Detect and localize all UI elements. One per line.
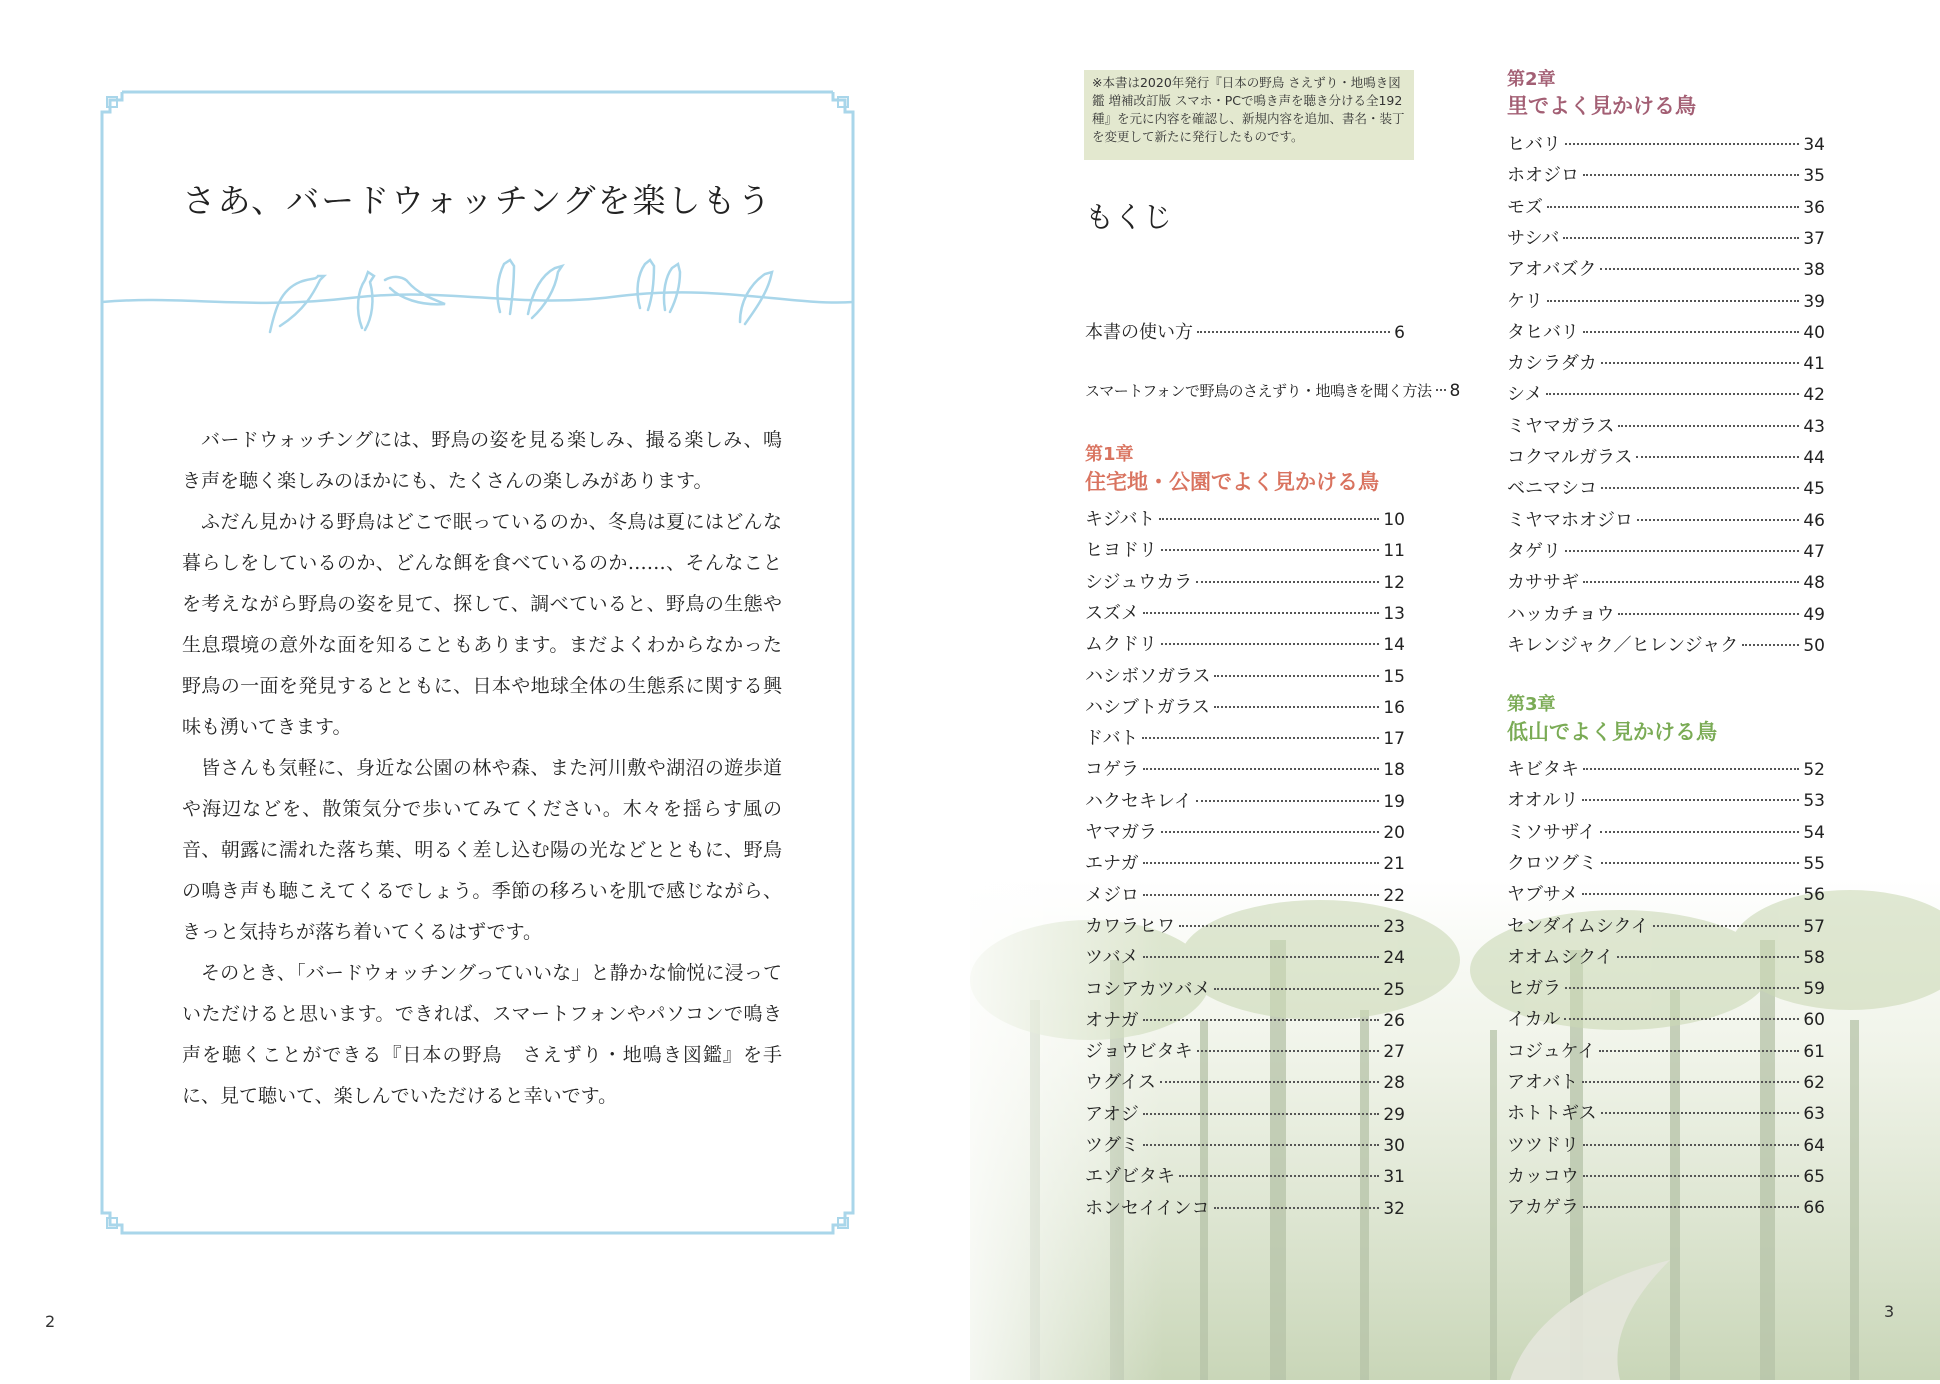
leader-dots (1160, 1081, 1379, 1083)
toc-entry-label: ヒヨドリ (1085, 540, 1157, 562)
leader-dots (1161, 643, 1379, 645)
toc-entry[interactable] (1085, 1068, 1405, 1092)
toc-entry[interactable] (1507, 1068, 1825, 1092)
toc-entry-page: 31 (1383, 1167, 1405, 1188)
toc-entry[interactable] (1507, 537, 1825, 561)
toc-entry[interactable] (1507, 224, 1825, 248)
toc-entry[interactable] (1507, 880, 1825, 904)
toc-entry-label: カワラヒワ (1085, 915, 1175, 937)
toc-entry-page: 56 (1803, 885, 1825, 906)
toc-entry-page: 13 (1383, 603, 1405, 624)
toc-entry[interactable] (1507, 755, 1825, 779)
toc-entry-label: オオルリ (1507, 790, 1579, 812)
toc-entry-label: カッコウ (1507, 1165, 1579, 1187)
toc-entry[interactable] (1507, 412, 1825, 436)
toc-entry-label: ムクドリ (1085, 634, 1157, 656)
leader-dots (1600, 831, 1800, 833)
leader-dots (1547, 206, 1799, 208)
leader-dots (1436, 389, 1446, 391)
toc-entry-page: 52 (1803, 760, 1825, 780)
toc-entry-page: 64 (1803, 1135, 1825, 1156)
toc-entry-page: 34 (1803, 135, 1825, 155)
toc-entry-page: 44 (1803, 448, 1825, 468)
toc-entry-page: 10 (1383, 510, 1405, 530)
chapter-1-label: 第1章 (1085, 444, 1134, 465)
toc-entry[interactable] (1085, 599, 1405, 623)
toc-entry-page: 36 (1803, 197, 1825, 218)
toc-entry-page: 65 (1803, 1166, 1825, 1187)
toc-entry[interactable] (1507, 193, 1825, 217)
toc-entry[interactable] (1085, 568, 1405, 592)
chapter-2-label: 第2章 (1507, 69, 1556, 90)
toc-entry-page: 62 (1803, 1073, 1825, 1093)
toc-entry-label: シメ (1507, 384, 1543, 406)
toc-entry-label: シジュウカラ (1085, 571, 1193, 593)
toc-entry-page: 25 (1383, 979, 1405, 1000)
toc-entry-label: エゾビタキ (1085, 1166, 1175, 1188)
leader-dots (1617, 956, 1799, 958)
toc-entry[interactable] (1085, 1037, 1405, 1061)
toc-entry[interactable] (1085, 1006, 1405, 1030)
chapter-1-title: 住宅地・公園でよく見かける鳥 (1085, 470, 1379, 494)
leader-dots (1583, 1144, 1799, 1146)
leader-dots (1601, 1112, 1800, 1114)
toc-entry-page: 37 (1803, 228, 1825, 249)
toc-entry-page: 38 (1803, 260, 1825, 281)
toc-entry-label: ドバト (1085, 728, 1139, 750)
toc-entry-page: 28 (1383, 1073, 1405, 1094)
toc-entry[interactable] (1085, 380, 1461, 404)
toc-entry-page: 6 (1394, 323, 1405, 343)
leader-dots (1197, 1050, 1380, 1052)
leader-dots (1583, 581, 1799, 583)
toc-entry-page: 12 (1383, 572, 1405, 593)
leader-dots (1214, 706, 1379, 708)
toc-entry[interactable] (1507, 818, 1825, 842)
toc-entry-page: 27 (1383, 1042, 1405, 1063)
leader-dots (1583, 331, 1799, 333)
toc-entry-page: 49 (1803, 604, 1825, 625)
toc-entry-label: キレンジャク／ヒレンジャク (1507, 634, 1739, 656)
toc-entry[interactable] (1085, 787, 1405, 811)
toc-entry-label: カシラダカ (1507, 353, 1597, 375)
toc-entry-page: 20 (1383, 823, 1405, 843)
toc-entry-label: カササギ (1507, 572, 1579, 594)
leader-dots (1214, 988, 1379, 990)
leader-dots (1142, 737, 1379, 739)
toc-entry-page: 46 (1803, 510, 1825, 531)
toc-entry[interactable] (1507, 318, 1825, 342)
chapter-2-title: 里でよく見かける鳥 (1507, 94, 1696, 118)
leader-dots (1161, 831, 1379, 833)
toc-entry[interactable] (1507, 349, 1825, 373)
toc-entry[interactable] (1507, 255, 1825, 279)
toc-entry[interactable] (1507, 287, 1825, 311)
leader-dots (1618, 425, 1799, 427)
toc-entry-page: 59 (1803, 979, 1825, 1000)
toc-entry-page: 24 (1383, 948, 1405, 969)
toc-entry-label: ホトトギス (1507, 1103, 1597, 1125)
toc-entry-page: 19 (1383, 791, 1405, 812)
leader-dots (1601, 487, 1799, 489)
leader-dots (1565, 550, 1799, 552)
toc-entry[interactable] (1507, 474, 1825, 498)
toc-entry-page: 22 (1383, 885, 1405, 906)
toc-entry[interactable] (1085, 1194, 1405, 1218)
toc-entry-page: 55 (1803, 853, 1825, 874)
toc-entry-label: ウグイス (1085, 1072, 1156, 1094)
leader-dots (1618, 613, 1799, 615)
toc-entry-label: スマートフォンで野鳥のさえずり・地鳴きを聞く方法 (1085, 382, 1432, 400)
leader-dots (1583, 1175, 1800, 1177)
toc-entry-page: 48 (1803, 573, 1825, 594)
toc-entry-page: 35 (1803, 166, 1825, 187)
leader-dots (1565, 987, 1799, 989)
toc-entry-page: 23 (1383, 916, 1405, 937)
toc-entry-page: 58 (1803, 947, 1825, 968)
toc-entry-label: サシバ (1507, 227, 1560, 249)
toc-entry-page: 39 (1803, 291, 1825, 312)
toc-entry[interactable] (1507, 912, 1825, 936)
leader-dots (1179, 1175, 1379, 1177)
toc-entry[interactable] (1085, 662, 1405, 686)
toc-entry-page: 45 (1803, 479, 1825, 500)
toc-entry[interactable] (1507, 161, 1825, 185)
toc-entry-label: ツグミ (1085, 1135, 1139, 1156)
leader-dots (1214, 675, 1379, 677)
leader-dots (1601, 362, 1800, 364)
toc-entry-page: 16 (1383, 697, 1405, 718)
leader-dots (1214, 1207, 1380, 1209)
leader-dots (1583, 768, 1799, 770)
leader-dots (1196, 581, 1379, 583)
toc-entry[interactable] (1085, 1131, 1405, 1155)
intro-text (182, 420, 782, 1117)
toc-entry[interactable] (1085, 630, 1405, 654)
toc-entry[interactable] (1085, 693, 1405, 717)
toc-entry[interactable] (1507, 631, 1825, 655)
toc-entry-label: コシアカツバメ (1085, 978, 1211, 1000)
toc-entry[interactable] (1507, 600, 1825, 624)
toc-entry[interactable] (1085, 912, 1405, 936)
toc-entry[interactable] (1507, 1099, 1825, 1123)
leader-dots (1547, 300, 1799, 302)
leader-dots (1143, 768, 1379, 770)
toc-entry-label: ハクセキレイ (1085, 790, 1192, 812)
toc-entry-page: 40 (1803, 322, 1825, 343)
toc-entry-page: 32 (1383, 1198, 1405, 1219)
paragraph: ふだん見かける野鳥はどこで眠っているのか、冬鳥は夏にはどんな暮らしをしているのか、どんな餌を食べているのか……、そんなことを考えながら野鳥の姿を見て、探して、調べていると、野鳥の生態や生息環境の意外な面を知ることもあります。まだよくわからなかった野鳥の一面を発見するとともに、日本や地球全体の生態系に関する興味も湧いてきます。 (182, 511, 782, 738)
publication-notice: ※本書は2020年発行『日本の野鳥 さえずり・地鳴き図鑑 増補改訂版 スマホ・PCで鳴き声を聴き分ける全192種』を元に内容を確認し、新規内容を追加、書名・装丁を変更して新たに発行したものです。 (1084, 70, 1414, 160)
toc-entry[interactable] (1507, 786, 1825, 810)
toc-entry-page: 14 (1383, 635, 1405, 656)
toc-entry-label: ケリ (1507, 290, 1543, 312)
toc-entry-label: タゲリ (1507, 540, 1561, 562)
toc-entry[interactable] (1507, 1131, 1825, 1155)
toc-entry-label: センダイムシクイ (1507, 915, 1649, 937)
leader-dots (1582, 893, 1799, 895)
toc-entry-label: メジロ (1085, 884, 1139, 906)
toc-entry-label: タヒバリ (1507, 321, 1579, 343)
toc-entry-label: コクマルガラス (1507, 447, 1633, 468)
toc-entry-label: コゲラ (1085, 759, 1139, 781)
toc-entry-label: アカゲラ (1507, 1197, 1579, 1219)
leader-dots (1582, 1081, 1799, 1083)
toc-entry-label: ヤブサメ (1507, 884, 1579, 906)
leader-dots (1179, 925, 1379, 927)
toc-entry[interactable] (1085, 755, 1405, 779)
toc-entry[interactable] (1085, 536, 1405, 560)
toc-entry-label: キジバト (1085, 509, 1156, 530)
toc-entry-page: 60 (1803, 1010, 1825, 1031)
toc-entry-label: モズ (1507, 196, 1543, 218)
toc-entry[interactable] (1085, 975, 1405, 999)
chapter-3-title: 低山でよく見かける鳥 (1507, 720, 1717, 744)
chapter-3-label: 第3章 (1507, 694, 1556, 715)
leader-dots (1143, 1144, 1380, 1146)
toc-entry[interactable] (1507, 506, 1825, 530)
toc-entry-page: 57 (1803, 916, 1825, 937)
toc-entry-page: 29 (1383, 1104, 1405, 1125)
leader-dots (1564, 1018, 1799, 1020)
toc-entry[interactable] (1507, 568, 1825, 592)
toc-entry[interactable] (1507, 1037, 1825, 1061)
toc-entry-label: キビタキ (1507, 759, 1579, 780)
toc-entry[interactable] (1507, 943, 1825, 967)
toc-entry-label: ヒバリ (1507, 134, 1561, 155)
toc-entry-label: アオバト (1507, 1072, 1579, 1093)
birds-on-wire-illustration (100, 250, 855, 344)
leader-dots (1583, 1206, 1800, 1208)
leader-dots (1637, 519, 1799, 521)
leader-dots (1161, 549, 1379, 551)
paragraph: そのとき、「バードウォッチングっていいな」と静かな愉悦に浸っていただけると思います。できれば、スマートフォンやパソコンで鳴き声を聴くことができる『日本の野鳥 さえずり・地鳴き図鑑』を手に、見て聴いて、楽しんでいただけると幸いです。 (182, 962, 782, 1107)
toc-entry-label: ハッカチョウ (1507, 603, 1615, 625)
toc-entry-label: エナガ (1085, 853, 1139, 875)
toc-entry-page: 53 (1803, 791, 1825, 812)
leader-dots (1636, 456, 1799, 458)
toc-entry-page: 50 (1803, 635, 1825, 656)
leader-dots (1159, 518, 1379, 520)
toc-entry-page: 63 (1803, 1104, 1825, 1125)
toc-entry-label: ミヤマガラス (1507, 415, 1615, 437)
paragraph: バードウォッチングには、野鳥の姿を見る楽しみ、撮る楽しみ、鳴き声を聴く楽しみのほかにも、たくさんの楽しみがあります。 (182, 429, 782, 492)
leader-dots (1546, 393, 1799, 395)
toc-entry-label: ミソサザイ (1507, 821, 1596, 843)
toc-entry-label: ヤマガラ (1085, 822, 1157, 843)
toc-entry[interactable] (1085, 1100, 1405, 1124)
leader-dots (1196, 800, 1379, 802)
toc-entry-page: 17 (1383, 729, 1405, 750)
toc-entry[interactable] (1507, 380, 1825, 404)
toc-entry-label: ハシブトガラス (1085, 696, 1210, 718)
toc-entry-label: ジョウビタキ (1085, 1041, 1193, 1063)
toc-entry[interactable] (1507, 130, 1825, 154)
toc-entry-page: 18 (1383, 760, 1405, 781)
toc-entry-page: 15 (1383, 666, 1405, 687)
toc-entry-label: イカル (1507, 1009, 1561, 1031)
toc-entry-label: ミヤマホオジロ (1507, 509, 1633, 531)
leader-dots (1563, 237, 1799, 239)
leader-dots (1143, 1113, 1380, 1115)
page-number-right: 3 (1884, 1302, 1895, 1321)
toc-entry[interactable] (1085, 881, 1405, 905)
page-title: さあ、バードウォッチングを楽しもう (182, 181, 773, 220)
leader-dots (1143, 862, 1380, 864)
toc-entry[interactable] (1085, 818, 1405, 842)
toc-entry[interactable] (1507, 1193, 1825, 1217)
leader-dots (1565, 143, 1799, 145)
toc-entry-page: 54 (1803, 822, 1825, 843)
toc-entry[interactable] (1507, 974, 1825, 998)
toc-entry-label: ツバメ (1085, 947, 1139, 969)
leader-dots (1742, 644, 1799, 646)
toc-entry-page: 26 (1383, 1010, 1405, 1031)
toc-entry-label: ハシボソガラス (1085, 665, 1211, 687)
leader-dots (1143, 956, 1380, 958)
toc-entry-page: 47 (1803, 541, 1825, 562)
toc-entry-label: コジュケイ (1507, 1040, 1596, 1062)
toc-title: もくじ (1085, 200, 1173, 234)
toc-entry[interactable] (1507, 1162, 1825, 1186)
toc-entry[interactable] (1085, 943, 1405, 967)
leader-dots (1143, 612, 1379, 614)
leader-dots (1583, 174, 1799, 176)
toc-entry-page: 21 (1383, 854, 1405, 875)
leader-dots (1143, 894, 1379, 896)
toc-entry[interactable] (1085, 318, 1405, 342)
leader-dots (1143, 1019, 1380, 1021)
toc-entry-label: ベニマシコ (1507, 478, 1597, 500)
page-number-left: 2 (45, 1312, 56, 1331)
toc-entry-label: ヒガラ (1507, 978, 1561, 1000)
toc-entry[interactable] (1507, 849, 1825, 873)
toc-entry[interactable] (1085, 1162, 1405, 1186)
leader-dots (1601, 862, 1800, 864)
toc-entry-label: オオムシクイ (1507, 946, 1614, 968)
toc-entry-page: 30 (1383, 1136, 1405, 1156)
toc-entry-page: 11 (1383, 541, 1405, 562)
toc-entry-page: 61 (1803, 1041, 1825, 1062)
toc-entry[interactable] (1085, 505, 1405, 529)
paragraph: 皆さんも気軽に、身近な公園の林や森、また河川敷や湖沼の遊歩道や海辺などを、散策気分で歩いてみてください。木々を揺らす風の音、朝露に濡れた落ち葉、明るく差し込む陽の光などとともに、野鳥の鳴き声も聴こえてくるでしょう。季節の移ろいを肌で感じながら、きっと気持ちが落ち着いてくるはずです。 (182, 757, 782, 943)
leader-dots (1653, 925, 1800, 927)
leader-dots (1600, 268, 1799, 270)
toc-entry-label: アオバズク (1507, 259, 1597, 281)
toc-entry-page: 66 (1803, 1198, 1825, 1219)
toc-entry-page: 42 (1803, 385, 1825, 406)
toc-entry[interactable] (1085, 724, 1405, 748)
leader-dots (1599, 1050, 1799, 1052)
toc-entry-label: スズメ (1085, 602, 1139, 624)
toc-entry-page: 8 (1449, 381, 1461, 401)
toc-entry-page: 41 (1803, 354, 1825, 375)
toc-entry-label: クロツグミ (1507, 852, 1597, 874)
toc-entry-page: 43 (1803, 416, 1825, 437)
toc-entry-label: ツツドリ (1507, 1134, 1579, 1156)
toc-entry-label: ホオジロ (1507, 165, 1579, 187)
toc-entry-label: アオジ (1085, 1103, 1139, 1125)
leader-dots (1197, 331, 1390, 333)
toc-entry[interactable] (1507, 443, 1825, 467)
toc-entry-label: オナガ (1085, 1009, 1139, 1031)
toc-entry-label: 本書の使い方 (1085, 322, 1193, 343)
toc-entry[interactable] (1085, 849, 1405, 873)
toc-entry-label: ホンセイインコ (1085, 1197, 1210, 1219)
toc-entry[interactable] (1507, 1005, 1825, 1029)
leader-dots (1582, 799, 1799, 801)
